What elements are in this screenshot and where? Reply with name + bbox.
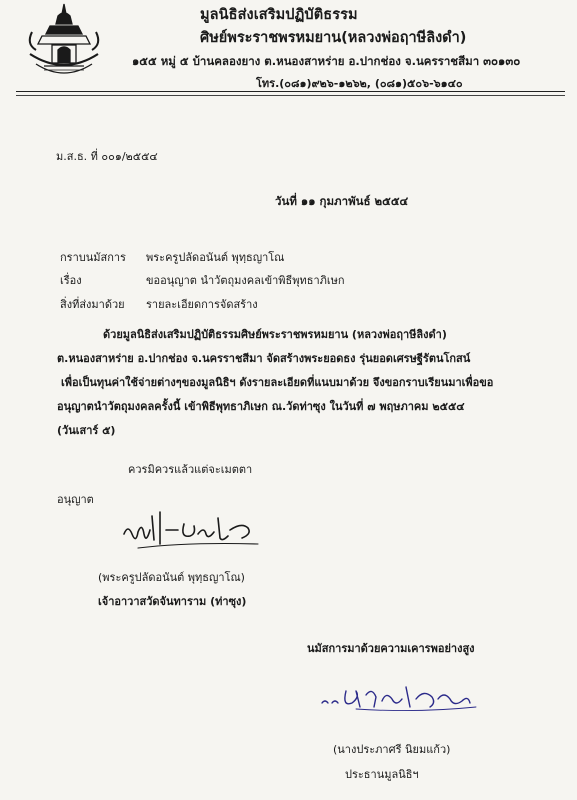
organization-subtitle: ศิษย์พระราชพรหมยาน(หลวงพ่อฤาษีลิงดำ) bbox=[200, 30, 467, 46]
attachment-value: รายละเอียดการจัดสร้าง bbox=[146, 298, 258, 311]
sender-title: ประธานมูลนิธิฯ bbox=[345, 768, 419, 781]
body-line: ด้วยมูลนิธิส่งเสริมปฏิบัติธรรมศิษย์พระราชพรหมยาน (หลวงพ่อฤาษีลิงดำ) bbox=[103, 328, 447, 341]
letterhead-divider-thin bbox=[16, 95, 565, 96]
subject-label: เรื่อง bbox=[60, 274, 82, 287]
organization-address: ๑๕๕ หมู่ ๕ บ้านคลองยาง ต.หนองสาหร่าย อ.ปากช่อง จ.นครราชสีมา ๓๐๑๓๐ bbox=[132, 54, 521, 68]
letter-date: วันที่ ๑๑ กุมภาพันธ์ ๒๕๕๔ bbox=[275, 194, 409, 208]
sender-signature bbox=[316, 677, 486, 713]
attachment-label: สิ่งที่ส่งมาด้วย bbox=[60, 298, 125, 311]
organization-name: มูลนิธิส่งเสริมปฏิบัติธรรม bbox=[200, 7, 358, 23]
approval-label: อนุญาต bbox=[57, 493, 94, 506]
body-line: อนุญาตนำวัตถุมงคลครั้งนี้ เข้าพิธีพุทธาภิเษก ณ.วัดท่าซุง ในวันที่ ๗ พฤษภาคม ๒๕๕๔ bbox=[57, 400, 465, 413]
letterhead-divider bbox=[16, 91, 565, 92]
organization-phone: โทร.(๐๘๑)๙๒๖-๑๒๖๒, (๐๘๑)๕๐๖-๖๑๔๐ bbox=[256, 77, 463, 90]
sender-name: (นางประภาศรี นิยมแก้ว) bbox=[333, 743, 451, 756]
body-line: เพื่อเป็นทุนค่าใช้จ่ายต่างๆของมูลนิธิฯ ดังรายละเอียดที่แนบมาด้วย จึงขอกราบเรียนมาเพื่อขอ bbox=[61, 376, 494, 389]
closing-line: นมัสการมาด้วยความเคารพอย่างสูง bbox=[307, 642, 475, 655]
body-line: (วันเสาร์ ๕) bbox=[57, 424, 116, 437]
to-value: พระครูปลัดอนันต์ พุทฺธญาโณ bbox=[146, 251, 285, 264]
to-label: กราบนมัสการ bbox=[60, 251, 126, 264]
temple-seal-icon bbox=[22, 2, 106, 84]
body-line: ต.หนองสาหร่าย อ.ปากช่อง จ.นครราชสีมา จัดสร้างพระยอดธง รุ่นยอดเศรษฐีรัตนโกสน์ bbox=[57, 352, 471, 365]
subject-value: ขออนุญาต นำวัตถุมงคลเข้าพิธีพุทธาภิเษก bbox=[146, 274, 345, 287]
approver-name: (พระครูปลัดอนันต์ พุทฺธญาโณ) bbox=[98, 571, 245, 584]
reference-number: ม.ส.ธ. ที่ ๐๐๑/๒๕๕๔ bbox=[56, 150, 158, 163]
blessing-line: ควรมิควรแล้วแต่จะเมตตา bbox=[128, 463, 253, 476]
approver-signature bbox=[118, 504, 266, 554]
approver-title: เจ้าอาวาสวัดจันทาราม (ท่าซุง) bbox=[98, 595, 247, 608]
